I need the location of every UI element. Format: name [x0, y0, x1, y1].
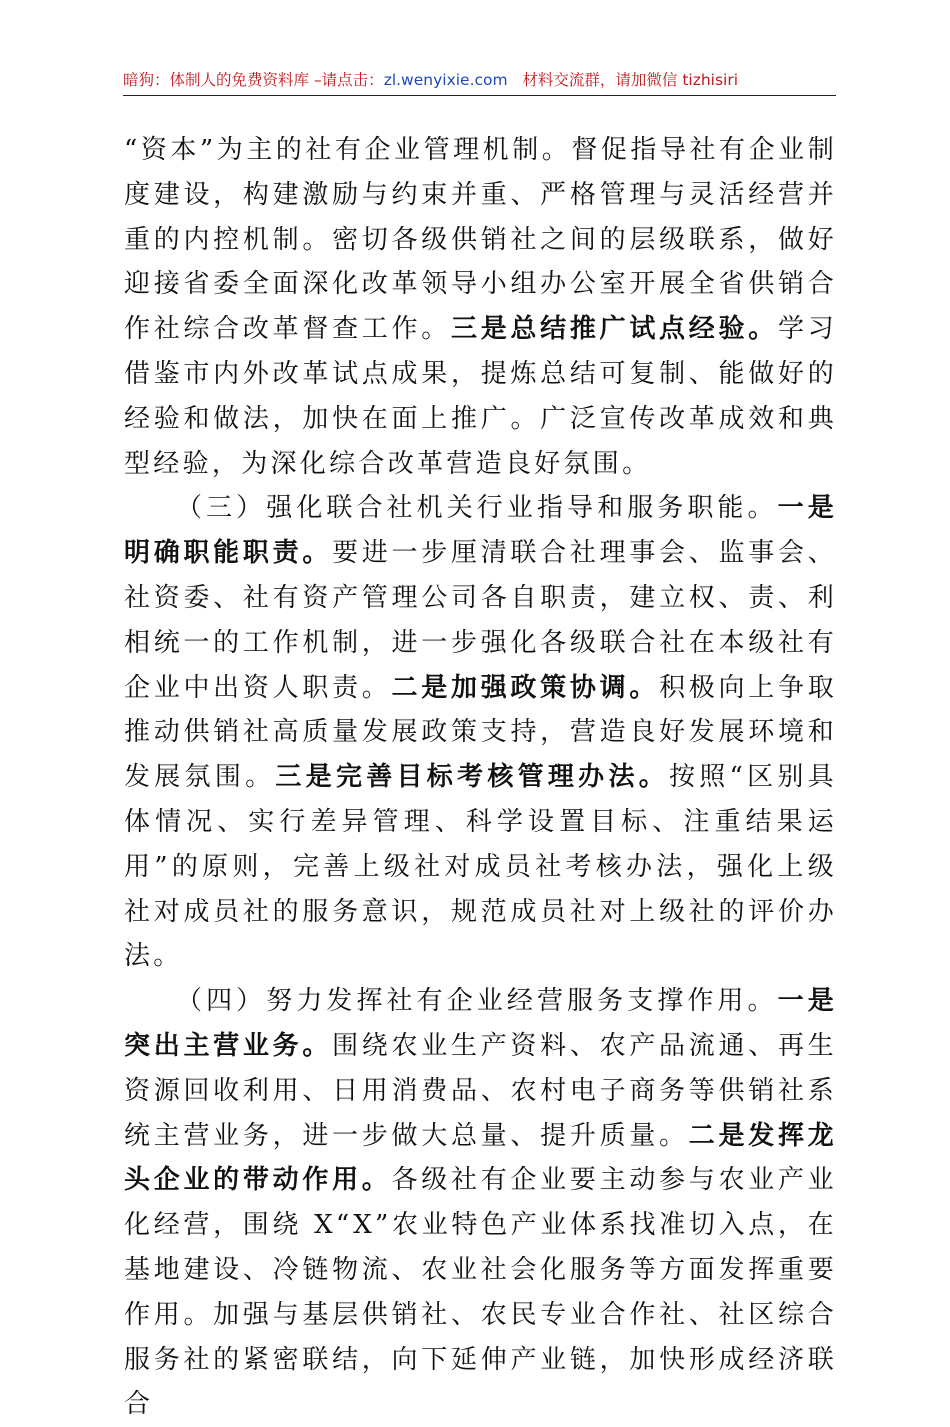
paragraph-text: 要进一步厘清联合社理事会、监事会、社资委、社有资产管理公司各自职责，建立权、责、利相统一的工作机制，进一步强化各级联合社在本级社有企业中出资人职责。 [124, 538, 837, 703]
paragraph-1 [124, 128, 837, 486]
paragraph-text: 积极向上争取推动供销社高质量发展政策支持，营造良好发展环境和发展氛围。 [124, 672, 837, 793]
bold-lead-phrase: 三是完善目标考核管理办法。 [275, 762, 669, 793]
page-header [123, 66, 836, 94]
section-heading-3: （三）强化联合社机关行业指导和服务职能。 [176, 493, 778, 524]
paragraph-text: 学习借鉴市内外改革试点成果，提炼总结可复制、能做好的经验和做法，加快在面上推广。广泛宣传改革成效和典型经验，为深化综合改革营造良好氛围。 [124, 314, 837, 479]
section-heading-4: （四）努力发挥社有企业经营服务支撑作用。 [176, 986, 778, 1017]
bold-lead-phrase: 一是突出主营业务。 [124, 986, 837, 1061]
bold-lead-phrase: 三是总结推广试点经验。 [450, 314, 778, 345]
header-wechat-text: 材料交流群，请加微信 tizhisiri [507, 71, 739, 89]
document-body [124, 128, 837, 1427]
header-website-link[interactable]: zl.wenyixie.com [383, 71, 508, 89]
bold-lead-phrase: 二是发挥龙头企业的带动作用。 [124, 1120, 837, 1196]
paragraph-text: “资本”为主的社有企业管理机制。督促指导社有企业制度建设，构建激励与约束并重、严格管理与灵活经营并重的内控机制。密切各级供销社之间的层级联系，做好迎接省委全面深化改革领导小组办公室开展全省供销合作社综合改革督查工作。 [124, 135, 837, 345]
header-divider [123, 95, 836, 96]
paragraph-text: 按照“区别具体情况、实行差异管理、科学设置目标、注重结果运用”的原则，完善上级社对成员社考核办法，强化上级社对成员社的服务意识，规范成员社对上级社的评价办法。 [124, 762, 837, 972]
paragraph-3 [124, 979, 837, 1427]
paragraph-text: 围绕农业生产资料、农产品流通、再生资源回收利用、日用消费品、农村电子商务等供销社系统主营业务，进一步做大总量、提升质量。 [124, 1030, 837, 1151]
paragraph-text: 各级社有企业要主动参与农业产业化经营，围绕 X“X”农业特色产业体系找准切入点，在基地建设、冷链物流、农业社会化服务等方面发挥重要作用。加强与基层供销社、农民专业合作社、社区综合服务社的紧密联结，向下延伸产业链，加快形成经济联合 [124, 1165, 837, 1420]
bold-lead-phrase: 一是明确职能职责。 [124, 493, 837, 569]
header-prefix-text: 暗狗：体制人的免费资料库 –请点击： [123, 71, 384, 89]
paragraph-2 [124, 486, 837, 979]
bold-lead-phrase: 二是加强政策协调。 [391, 672, 660, 703]
